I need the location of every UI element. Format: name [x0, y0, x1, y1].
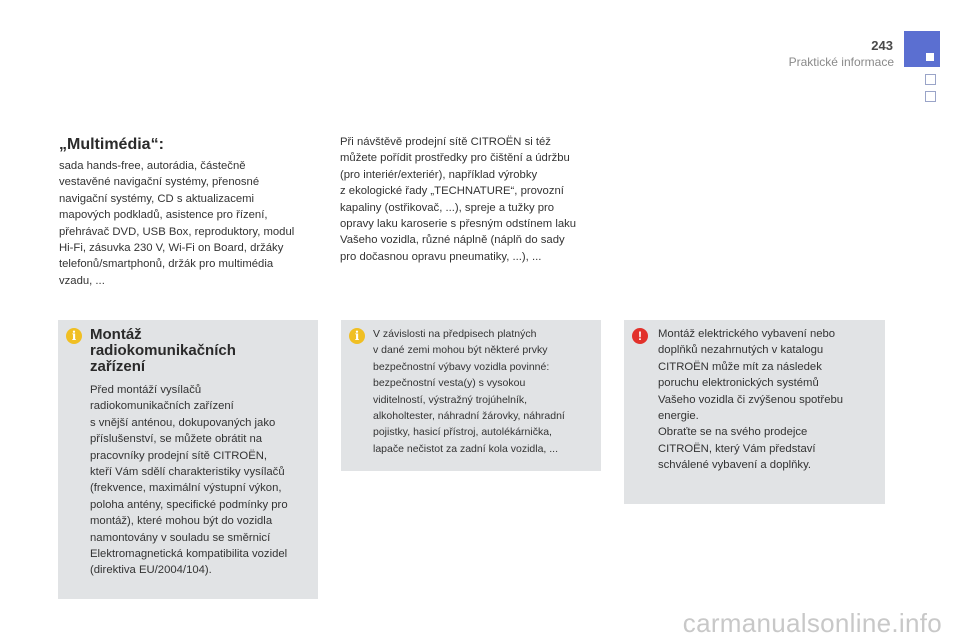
electrical-warning-box — [624, 320, 885, 504]
chapter-tab-1[interactable] — [925, 74, 936, 85]
dealer-text: Při návštěvě prodejní sítě CITROËN si též můžete pořídit prostředky pro čištění a údržbu (pro interiér/exteriér), například výrobky z ekologické řady „TECHNATURE“, provozní kapaliny (ostřikovač, ...), spreje a tužky pro opravy laku karoserie s přesným odstínem laku Vašeho vozidla, různé náplně (náplň do sady pro dočasnou opravu pneumatiky, ...), ... — [340, 136, 577, 263]
page-number: 243 — [871, 38, 893, 53]
tab-square-icon — [926, 53, 934, 61]
radio-box-text: Před montáží vysílačů radiokomunikačních zařízení s vnější anténou, dokupovaných jako příslušenství, se můžete obrátit na pracovníky prodejní sítě CITROËN, kteří Vám sdělí charakteristiky vysílačů (frekvence, maximální výstupní výkon, poloha antény, specifické podmínky pro montáž), které mohou být do vozidla namontovány v souladu se směrnicí Elektromagnetická kompatibilita vozidel (direktiva EU/2004/104). — [90, 384, 288, 577]
watermark: carmanualsonline.info — [682, 608, 942, 638]
info-icon: i — [349, 328, 365, 344]
chapter-tab-active[interactable] — [904, 31, 940, 67]
multimedia-heading: „Multimédia“: — [59, 136, 164, 153]
chapter-tab-2[interactable] — [925, 91, 936, 102]
multimedia-text: sada hands-free, autorádia, částečně vestavěné navigační systémy, přenosné navigační systémy, CD s aktualizacemi mapových podkladů, asistence pro řízení, přehrávač DVD, USB Box, reproduktory, modul Hi-Fi, zásuvka 230 V, Wi-Fi on Board, držáky telefonů/smartphonů, držák pro multimédia vzadu, ... — [59, 160, 295, 287]
section-title: Praktické informace — [788, 55, 894, 69]
radio-box-title: Montáž radiokomunikačních zařízení — [90, 326, 236, 375]
info-icon: i — [66, 328, 82, 344]
safety-box-text: V závislosti na předpisech platných v dané zemi mohou být některé prvky bezpečnostní výbavy vozidla povinné: bezpečnostní vesta(y) s vysokou viditelností, výstražný trojúhelník, alkoholtester, náhradní žárovky, náhradní pojistky, hasicí přístroj, autolékárnička, lapače nečistot za zadní kola vozidla, ... — [373, 328, 565, 455]
warning-box-text: Montáž elektrického vybavení nebo doplňků nezahrnutých v katalogu CITROËN může mít za následek poruchu elektronických systémů Vašeho vozidla či zvýšenou spotřebu energie. Obraťte se na svého prodejce CITROËN, který Vám představí schválené vybavení a doplňky. — [658, 328, 844, 472]
safety-equipment-box — [341, 320, 601, 471]
radio-installation-box — [58, 320, 318, 599]
warning-icon: ! — [632, 328, 648, 344]
